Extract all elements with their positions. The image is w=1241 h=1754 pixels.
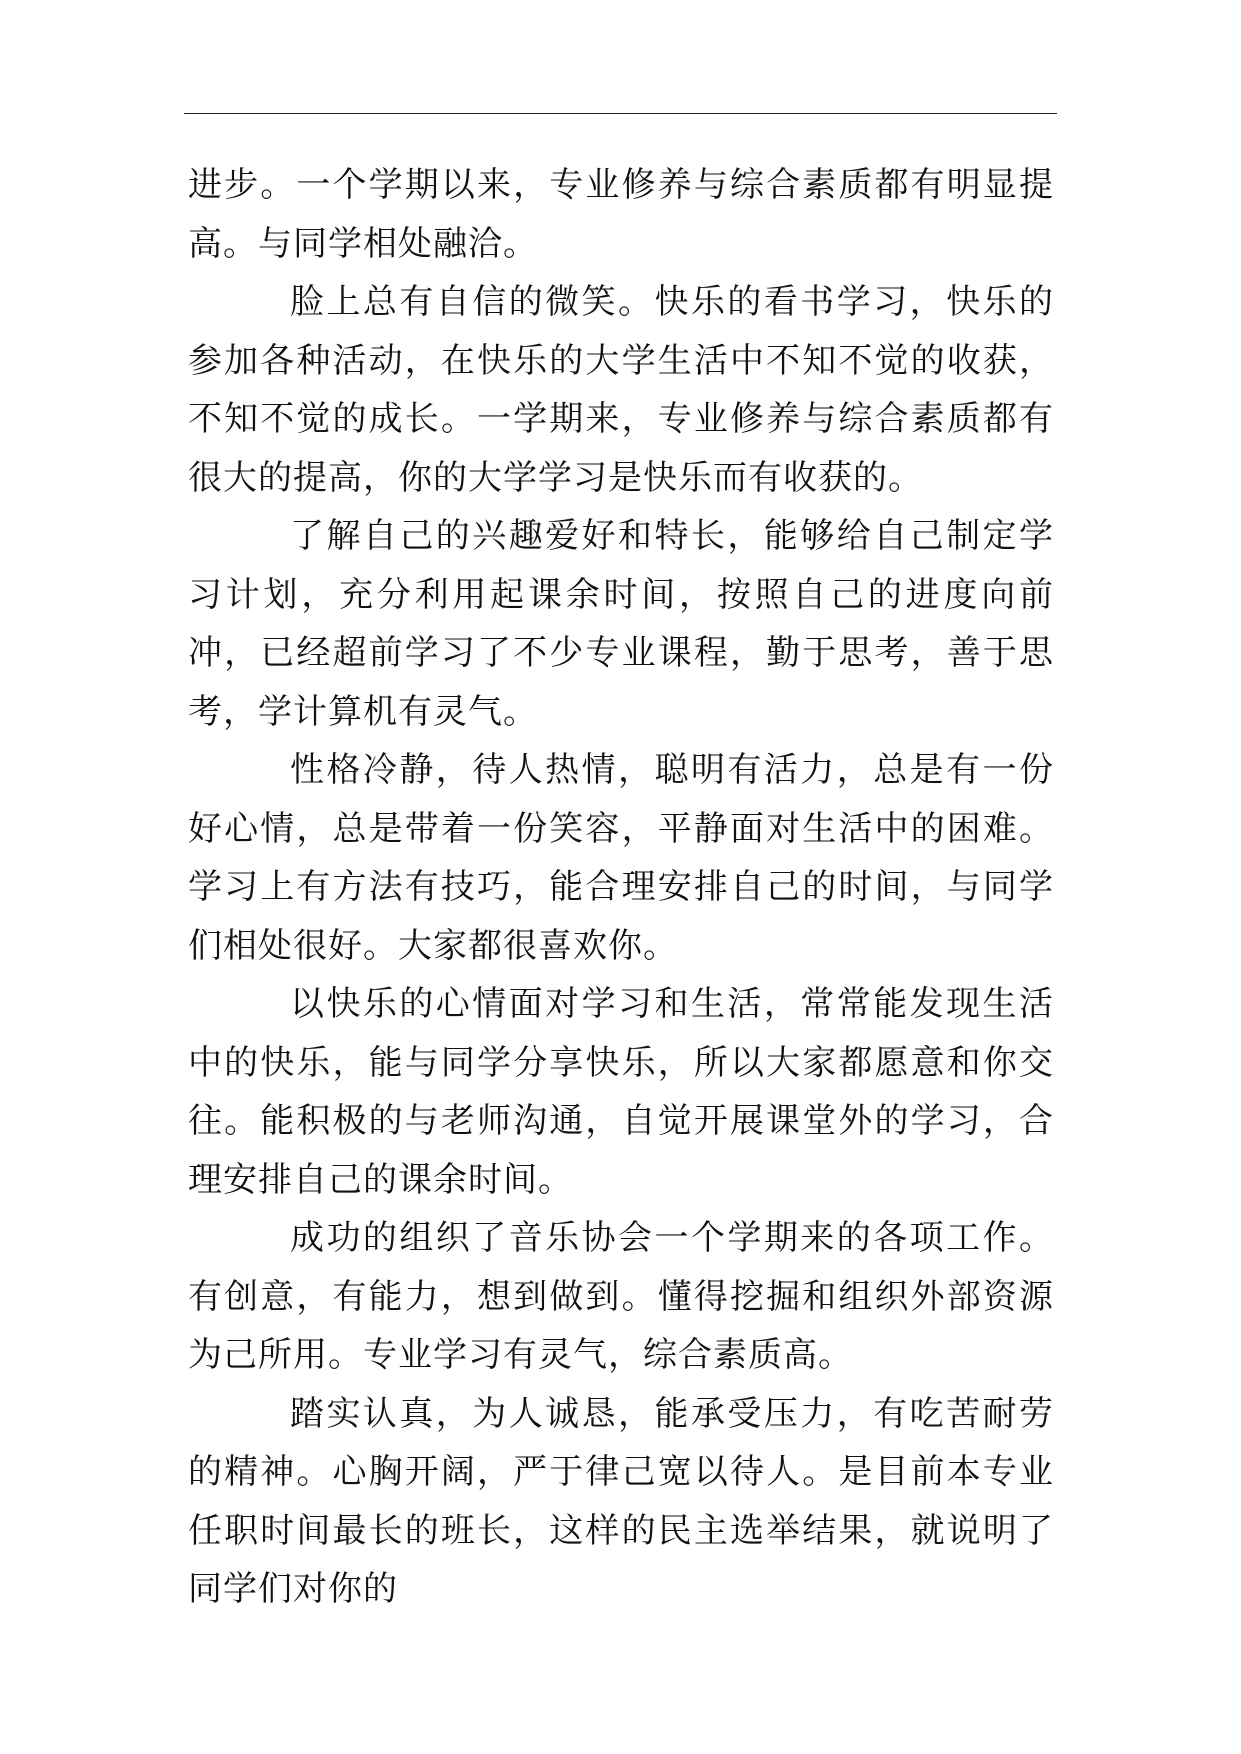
paragraph-continuation: 进步。一个学期以来，专业修养与综合素质都有明显提高。与同学相处融洽。 (188, 165, 1054, 264)
paragraph: 了解自己的兴趣爱好和特长，能够给自己制定学习计划，充分利用起课余时间，按照自己的进度向前冲，已经超前学习了不少专业课程，勤于思考，善于思考，学计算机有灵气。 (188, 516, 1054, 732)
paragraph: 性格冷静，待人热情，聪明有活力，总是有一份好心情，总是带着一份笑容，平静面对生活中的困难。学习上有方法有技巧，能合理安排自己的时间，与同学们相处很好。大家都很喜欢你。 (188, 750, 1054, 966)
paragraph: 成功的组织了音乐协会一个学期来的各项工作。有创意，有能力，想到做到。懂得挖掘和组织外部资源为己所用。专业学习有灵气，综合素质高。 (188, 1218, 1054, 1375)
paragraph: 脸上总有自信的微笑。快乐的看书学习，快乐的参加各种活动，在快乐的大学生活中不知不觉的收获，不知不觉的成长。一学期来，专业修养与综合素质都有很大的提高，你的大学学习是快乐而有收获的。 (188, 282, 1054, 498)
document-body (188, 156, 1054, 1619)
header-divider (184, 113, 1057, 114)
paragraph: 以快乐的心情面对学习和生活，常常能发现生活中的快乐，能与同学分享快乐，所以大家都愿意和你交往。能积极的与老师沟通，自觉开展课堂外的学习，合理安排自己的课余时间。 (188, 984, 1054, 1200)
paragraph: 踏实认真，为人诚恳，能承受压力，有吃苦耐劳的精神。心胸开阔，严于律己宽以待人。是目前本专业任职时间最长的班长，这样的民主选举结果，就说明了同学们对你的 (188, 1393, 1054, 1609)
